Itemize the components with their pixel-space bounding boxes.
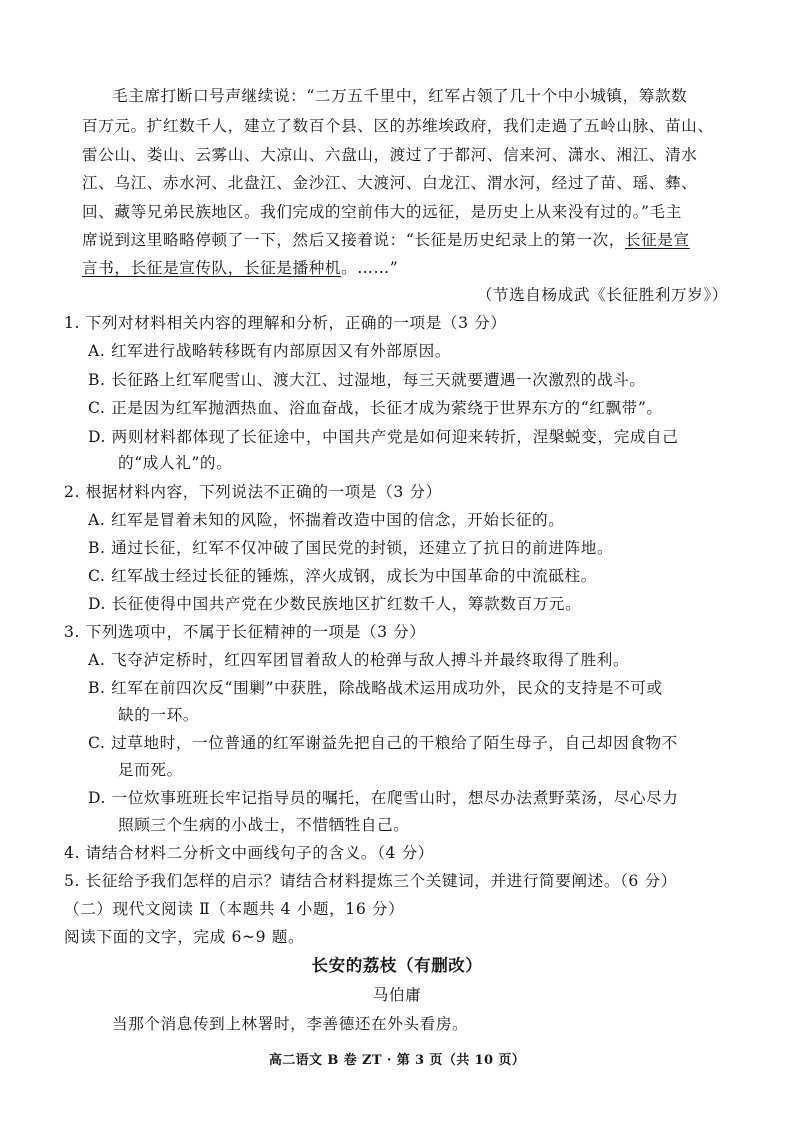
question-4-stem: 4. 请结合材料二分析文中画线句子的含义。（4 分） — [64, 844, 434, 862]
question-1-stem: 1. 下列对材料相关内容的理解和分析，正确的一项是（3 分） — [64, 314, 507, 332]
question-3-option-d-cont: 照顾三个生病的小战士，不惜牺牲自己。 — [118, 816, 410, 834]
question-1-option-d: D. 两则材料都体现了长征途中，中国共产党是如何迎来转折，涅槃蜕变，完成自己 — [88, 428, 679, 446]
question-1-option-c: C. 正是因为红军抛洒热血、浴血奋战，长征才成为萦绕于世界东方的“红飘带”。 — [88, 399, 663, 417]
passage-line-7 — [82, 258, 730, 278]
section-heading: （二）现代文阅读 Ⅱ（本题共 4 小题，16 分） — [64, 900, 405, 918]
question-5-stem: 5. 长征给予我们怎样的启示？请结合材料提炼三个关键词，并进行简要阐述。（6 分） — [64, 872, 677, 890]
question-3-option-b: B. 红军在前四次反“围剿”中获胜，除战略战术运用成功外，民众的支持是不可或 — [88, 679, 663, 697]
underlined-sentence-part-1: 长征是宣 — [624, 231, 690, 249]
question-3-option-c: C. 过草地时，一位普通的红军谢益先把自己的干粮给了陌生母子，自己却因食物不 — [88, 734, 678, 752]
passage-source: （节选自杨成武《长征胜利万岁》） — [476, 286, 728, 304]
question-2-option-c: C. 红军战士经过长征的锤炼，淬火成钢，成长为中国革命的中流砥柱。 — [88, 567, 597, 585]
question-2-option-a: A. 红军是冒着未知的风险，怀揣着改造中国的信念，开始长征的。 — [88, 511, 565, 529]
passage-line-6 — [82, 230, 730, 250]
question-3-stem: 3. 下列选项中，不属于长征精神的一项是（3 分） — [64, 623, 426, 641]
question-1-option-d-cont: 的“成人礼”的。 — [118, 454, 233, 472]
passage-line-5: 回、藏等兄弟民族地区。我们完成的空前伟大的远征，是历史上从来没有过的。”毛主 — [82, 203, 682, 221]
section-instruction: 阅读下面的文字，完成 6~9 题。 — [64, 928, 305, 946]
passage-line-3: 雷公山、娄山、云雾山、大凉山、六盘山，渡过了于都河、信来河、潇水、湘江、清水 — [82, 146, 698, 164]
underlined-sentence-part-2: 言书，长征是宣传队，长征是播种机 — [82, 259, 342, 277]
page-footer: 高二语文 B 卷 ZT · 第 3 页（共 10 页） — [268, 1053, 526, 1068]
question-3-option-d: D. 一位炊事班班长牢记指导员的嘱托，在爬雪山时，想尽办法煮野菜汤，尽心尽力 — [88, 789, 679, 807]
article-title: 长安的荔枝（有删改） — [311, 956, 483, 975]
passage-line-2: 百万元。扩红数千人，建立了数百个县、区的苏维埃政府，我们走過了五岭山脉、苗山、 — [82, 117, 714, 135]
passage-line-4: 江、乌江、赤水河、北盘江、金沙江、大渡河、白龙江、渭水河，经过了苗、瑶、彝、 — [82, 174, 698, 192]
passage-line-7-end: 。……” — [341, 259, 399, 277]
question-1-option-b: B. 长征路上红军爬雪山、渡大江、过湿地，每三天就要遭遇一次激烈的战斗。 — [88, 371, 646, 389]
question-3-option-a: A. 飞夺泸定桥时，红四军团冒着敌人的枪弹与敌人搏斗并最终取得了胜利。 — [88, 651, 630, 669]
passage-line-1: 毛主席打断口号声继续说：“二万五千里中，红军占领了几十个中小城镇，筹款数 — [112, 87, 688, 105]
article-author: 马伯庸 — [372, 986, 422, 1004]
question-2-stem: 2. 根据材料内容，下列说法不正确的一项是（3 分） — [64, 483, 442, 501]
passage-line-6-text: 席说到这里略略停顿了一下，然后又接着说：“长征是历史纪录上的第一次， — [82, 231, 625, 249]
question-2-option-d: D. 长征使得中国共产党在少数民族地区扩红数千人，筹款数百万元。 — [88, 595, 582, 613]
question-2-option-b: B. 通过长征，红军不仅冲破了国民党的封锁，还建立了抗日的前进阵地。 — [88, 539, 614, 557]
article-first-line: 当那个消息传到上林署时，李善德还在外头看房。 — [112, 1015, 469, 1033]
question-3-option-c-cont: 足而死。 — [118, 761, 183, 779]
question-3-option-b-cont: 缺的一环。 — [118, 706, 199, 724]
question-1-option-a: A. 红军进行战略转移既有内部原因又有外部原因。 — [88, 342, 452, 360]
